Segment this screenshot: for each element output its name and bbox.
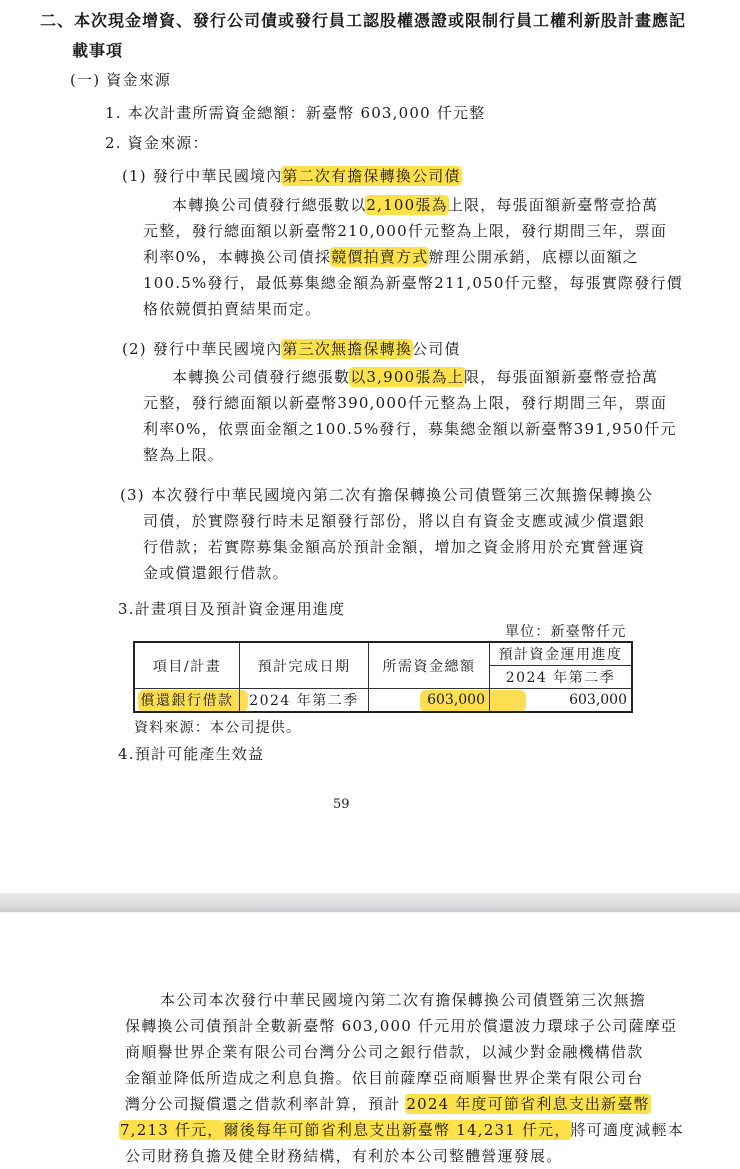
highlight-marker: 2,100張為 — [366, 196, 448, 214]
note3-line4: 金或償還銀行借款。 — [143, 564, 289, 582]
column-header: 預計資金運用進度 — [490, 642, 633, 666]
table-cell: 償還銀行借款 — [134, 689, 240, 713]
benefit-line7: 公司財務負擔及健全財務結構，有利於本公司整體營運發展。 — [125, 1147, 563, 1165]
benefit-line5: 灣分公司擬償還之借款利率計算，預計 2024 年度可節省利息支出新臺幣 — [125, 1095, 650, 1113]
item-plan-schedule: 3.計畫項目及預計資金運用進度 — [118, 600, 346, 618]
item-total-funds: 1. 本次計畫所需資金總額：新臺幣 603,000 仟元整 — [105, 104, 486, 122]
bond2-line1: 本轉換公司債發行總張數以3,900張為上限，每張面額新臺幣壹拾萬 — [172, 368, 659, 386]
note3-line2: 司債，於實際發行時未足額發行部份，將以自有資金支應或減少償還銀 — [143, 512, 646, 530]
bond1-line2: 元整，發行總面額以新臺幣210,000仟元整為上限，發行期間三年，票面 — [143, 222, 668, 240]
benefit-line2: 保轉換公司債預計全數新臺幣 603,000 仟元用於償還波力環球子公司薩摩亞 — [125, 1017, 678, 1035]
column-header: 預計完成日期 — [240, 642, 369, 689]
highlight-marker: 爾後每年可節省利息支出新臺幣 14,231 仟元， — [223, 1121, 571, 1139]
sub-heading-fund-source: (一) 資金來源 — [70, 71, 172, 89]
highlight-marker: 競價拍賣方式 — [331, 248, 429, 266]
benefit-line3: 商順譽世界企業有限公司台灣分公司之銀行借款，以減少對金融機構借款 — [125, 1043, 644, 1061]
column-subheader: 2024 年第二季 — [490, 666, 633, 689]
benefit-line4: 金額並降低所造成之利息負擔。依目前薩摩亞商順譽世界企業有限公司台 — [125, 1069, 644, 1087]
bond2-line3: 利率0%，依票面金額之100.5%發行，募集總金額以新臺幣391,950仟元 — [143, 420, 677, 438]
table-header-row — [134, 642, 632, 666]
benefit-line6: 7,213 仟元，爾後每年可節省利息支出新臺幣 14,231 仟元，將可適度減輕本 — [120, 1121, 684, 1139]
highlight-marker: 7,213 仟元， — [120, 1121, 224, 1139]
item-fund-source: 2. 資金來源： — [105, 134, 209, 152]
item-expected-benefits: 4.預計可能產生效益 — [118, 745, 265, 763]
bond2-heading: (2) 發行中華民國境內第三次無擔保轉換公司債 — [122, 340, 461, 358]
source-note: 資料來源：本公司提供。 — [134, 720, 302, 736]
table-cell: 603,000 — [490, 689, 633, 713]
note3-line3: 行借款；若實際募集金額高於預計金額，增加之資金將用於充實營運資 — [143, 538, 646, 556]
section-title: 二、本次現金增資、發行公司債或發行員工認股權憑證或限制行員工權利新股計畫應記 — [40, 11, 687, 30]
column-header: 項目/計畫 — [134, 642, 240, 689]
page-number: 59 — [333, 797, 350, 812]
unit-label: 單位：新臺幣仟元 — [505, 624, 627, 640]
benefit-line1: 本公司本次發行中華民國境內第二次有擔保轉換公司債暨第三次無擔 — [160, 991, 647, 1009]
table-cell: 2024 年第二季 — [240, 689, 369, 713]
bond2-line4: 整為上限。 — [143, 446, 225, 464]
bond1-line5: 格依競價拍賣結果而定。 — [143, 300, 322, 318]
bond2-line2: 元整，發行總面額以新臺幣390,000仟元整為上限，發行期間三年，票面 — [143, 394, 668, 412]
bond1-heading: (1) 發行中華民國境內第二次有擔保轉換公司債 — [122, 167, 461, 185]
bond1-line3: 利率0%，本轉換公司債採競價拍賣方式辦理公開承銷，底標以面額之 — [143, 248, 640, 266]
table-row — [134, 689, 632, 713]
note3-line1: (3) 本次發行中華民國境內第二次有擔保轉換公司債暨第三次無擔保轉換公 — [120, 486, 654, 504]
table-cell: 603,000 — [369, 689, 490, 713]
bond1-line1: 本轉換公司債發行總張數以2,100張為上限，每張面額新臺幣壹拾萬 — [172, 196, 659, 214]
section-title-cont: 載事項 — [72, 41, 124, 60]
highlight-marker: 第三次無擔保轉換 — [282, 340, 413, 358]
highlight-marker: 以3,900張為上 — [350, 368, 464, 386]
column-header: 所需資金總額 — [369, 642, 490, 689]
highlight-marker: 第二次有擔保轉換公司債 — [282, 167, 461, 185]
bond1-line4: 100.5%發行，最低募集總金額為新臺幣211,050仟元整，每張實際發行價 — [143, 274, 683, 292]
page-separator — [0, 893, 740, 913]
fund-plan-table — [133, 641, 633, 713]
highlight-marker: 2024 年度可節省利息支出新臺幣 — [406, 1095, 650, 1113]
